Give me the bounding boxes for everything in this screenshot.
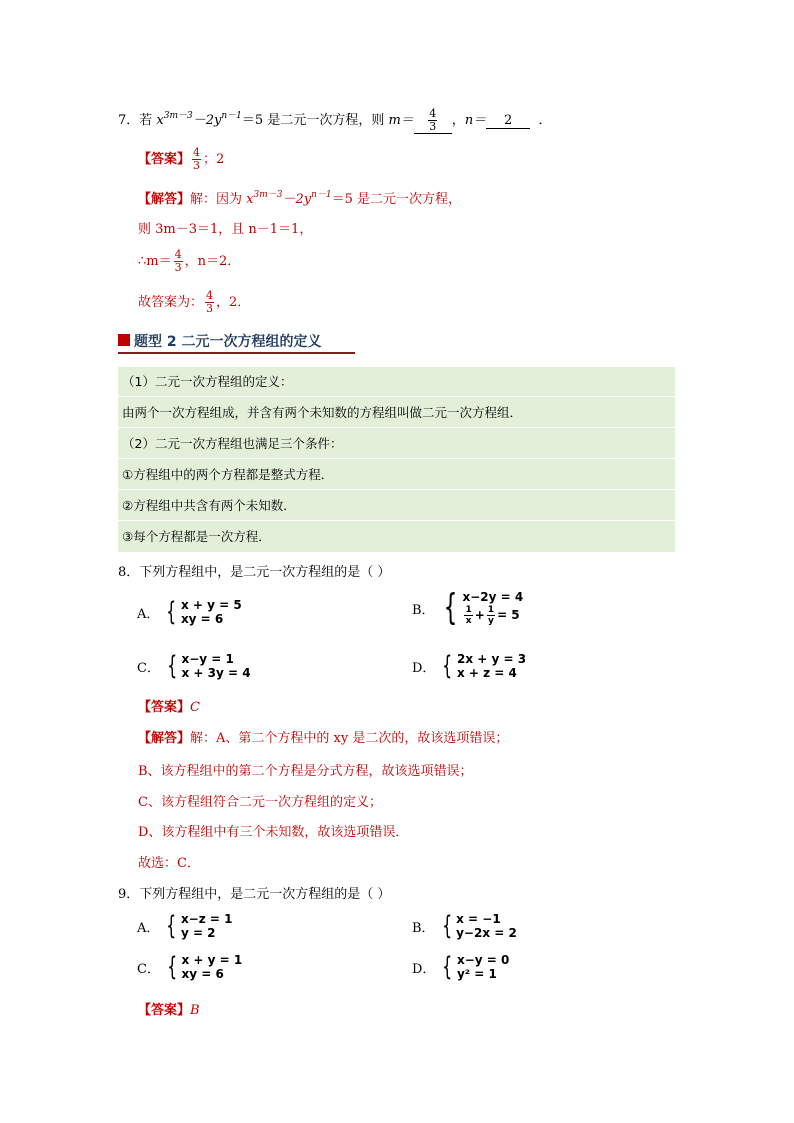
brace-icon: { bbox=[167, 952, 178, 982]
q7-number: 7． bbox=[118, 113, 140, 128]
q8-stem: 8．下列方程组中，是二元一次方程组的是（ ） bbox=[118, 565, 391, 580]
heading-square-icon bbox=[118, 334, 130, 346]
q8-solution-line4: D、该方程组中有三个未知数，故该选项错误． bbox=[138, 825, 409, 840]
definition-row: 由两个一次方程组成，并含有两个未知数的方程组叫做二元一次方程组． bbox=[118, 398, 675, 428]
q9-option-c[interactable]: C． { x + y = 1 xy = 6 bbox=[137, 952, 243, 982]
q9-option-a[interactable]: A． { x−z = 1 y = 2 bbox=[137, 911, 233, 941]
q8-solution-line2: B、该方程组中的第二个方程是分式方程，故该选项错误； bbox=[138, 764, 473, 779]
brace-icon: { bbox=[167, 651, 178, 681]
brace-icon: { bbox=[441, 911, 452, 941]
section-heading bbox=[118, 330, 355, 354]
definition-box bbox=[118, 367, 675, 552]
definition-row: ①方程组中的两个方程都是整式方程． bbox=[118, 460, 675, 490]
q7-solution-line4: 故答案为： $\frac{4}{3}$ ，2． bbox=[138, 289, 251, 315]
q7-solution-line3: ∴m＝ $\frac{4}{3}$ ，n＝2． bbox=[138, 248, 241, 274]
q8-solution-line5: 故选：C． bbox=[138, 856, 200, 871]
q9-option-b[interactable]: B． { x = −1 y−2x = 2 bbox=[412, 911, 517, 941]
q9-answer: 【答案】B bbox=[138, 1003, 200, 1018]
q8-option-b[interactable]: B． { x−2y = 4 $\frac{1}{x}$ + $\frac{1}{y}$ = 5 bbox=[412, 587, 524, 628]
q7-solution-fraction: $\frac{4}{3}$ bbox=[174, 248, 182, 274]
q8-option-a[interactable]: A． { x + y = 5 xy = 6 bbox=[137, 597, 242, 627]
q7-solution-line1: 【解答】解：因为 $x^{3m-3}-2y^{n-1}=5$ 是二元一次方程， bbox=[138, 190, 462, 207]
q7-stem: 7．若 $x^{3m-3}-2y^{n-1}=5$ 是二元一次方程，则 m＝ $\frac{4}{3}$ ，n＝ 2 ． bbox=[118, 107, 552, 133]
q7-n-blank: 2 bbox=[486, 113, 530, 129]
q7-m-blank bbox=[414, 108, 452, 134]
q7-answer: 【答案】 $\frac{4}{3}$ ；2 bbox=[138, 146, 225, 172]
brace-icon: { bbox=[166, 911, 177, 941]
brace-icon: { bbox=[442, 952, 453, 982]
definition-row: ③每个方程都是一次方程． bbox=[122, 529, 271, 544]
definition-row: （2）二元一次方程组也满足三个条件： bbox=[118, 429, 675, 459]
brace-icon: { bbox=[166, 597, 177, 627]
brace-icon: { bbox=[442, 651, 453, 681]
q7-solution-line2: 则 3m－3＝1，且 n－1＝1， bbox=[138, 222, 313, 237]
q7-m-fraction: $\frac{4}{3}$ bbox=[429, 107, 437, 133]
q7-final-fraction: $\frac{4}{3}$ bbox=[206, 289, 214, 315]
q7-answer-fraction: $\frac{4}{3}$ bbox=[193, 146, 201, 172]
q8-solution-line1: 【解答】解：A、第二个方程中的 xy 是二次的，故该选项错误； bbox=[138, 731, 509, 746]
section-title: 题型 2 二元一次方程组的定义 bbox=[134, 334, 322, 350]
q8-solution-line3: C、该方程组符合二元一次方程组的定义； bbox=[138, 795, 382, 810]
q8-option-c[interactable]: C． { x−y = 1 x + 3y = 4 bbox=[137, 651, 251, 681]
q9-stem: 9．下列方程组中，是二元一次方程组的是（ ） bbox=[118, 887, 391, 902]
q8-option-d[interactable]: D． { 2x + y = 3 x + z = 4 bbox=[412, 651, 527, 681]
definition-row: ②方程组中共含有两个未知数． bbox=[118, 491, 675, 521]
q8-answer: 【答案】C bbox=[138, 700, 200, 715]
definition-row: （1）二元一次方程组的定义： bbox=[118, 367, 675, 397]
brace-icon: { bbox=[443, 587, 457, 628]
q9-option-d[interactable]: D． { x−y = 0 y² = 1 bbox=[412, 952, 510, 982]
